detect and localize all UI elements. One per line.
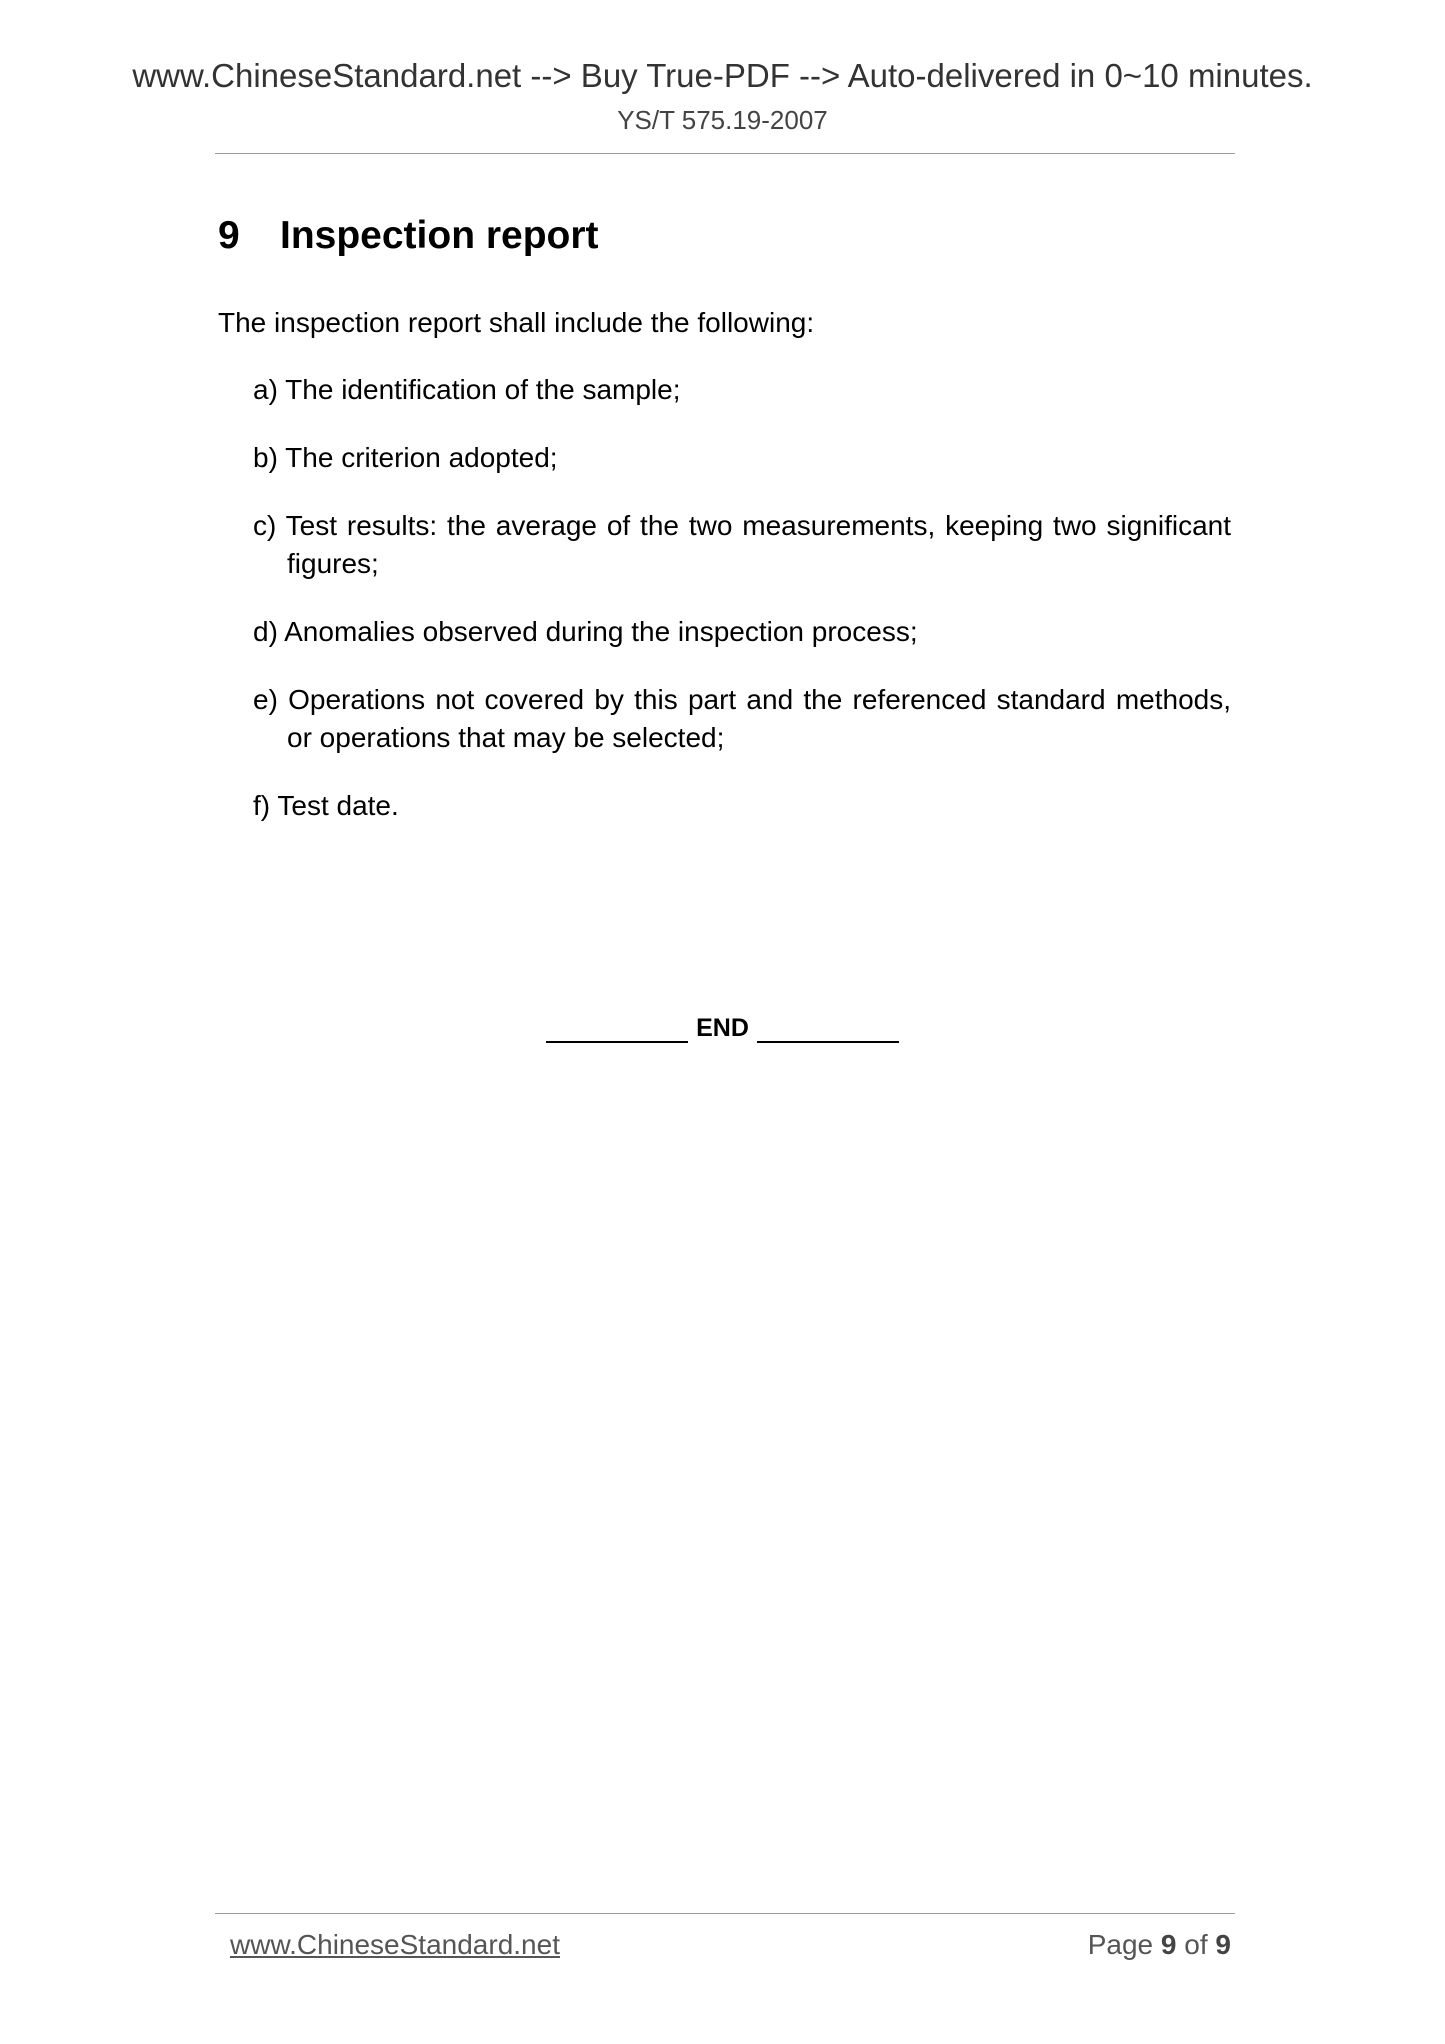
section-number: 9 [218, 214, 240, 257]
footer-website-link[interactable]: www.ChineseStandard.net [230, 1929, 560, 1960]
requirements-list [253, 371, 1231, 855]
end-marker [0, 1013, 1445, 1043]
list-item: f) Test date. [253, 790, 399, 821]
header-banner: www.ChineseStandard.net --> Buy True-PDF --> Auto-delivered in 0~10 minutes. [132, 57, 1313, 94]
section-heading [218, 212, 599, 260]
section-intro: The inspection report shall include the following: [218, 307, 815, 338]
section-title: Inspection report [280, 214, 599, 257]
header-divider [215, 153, 1235, 154]
end-line-right [757, 1017, 899, 1043]
list-item: b) The criterion adopted; [253, 442, 558, 473]
page-indicator [1088, 1927, 1231, 1963]
footer-divider [215, 1913, 1235, 1914]
list-item: c) Test results: the average of the two measurements, keeping two significant figures; [253, 510, 1231, 579]
list-item: e) Operations not covered by this part and the referenced standard methods, or operations that may be selected; [253, 684, 1231, 753]
end-line-left [546, 1017, 688, 1043]
list-item: a) The identification of the sample; [253, 374, 681, 405]
page-of: of [1184, 1929, 1208, 1960]
page-total: 9 [1215, 1929, 1231, 1960]
page-label: Page [1087, 1929, 1154, 1960]
standard-code: YS/T 575.19-2007 [617, 105, 828, 135]
list-item: d) Anomalies observed during the inspection process; [253, 616, 918, 647]
end-text: END [696, 1014, 749, 1042]
page-current: 9 [1160, 1929, 1177, 1960]
